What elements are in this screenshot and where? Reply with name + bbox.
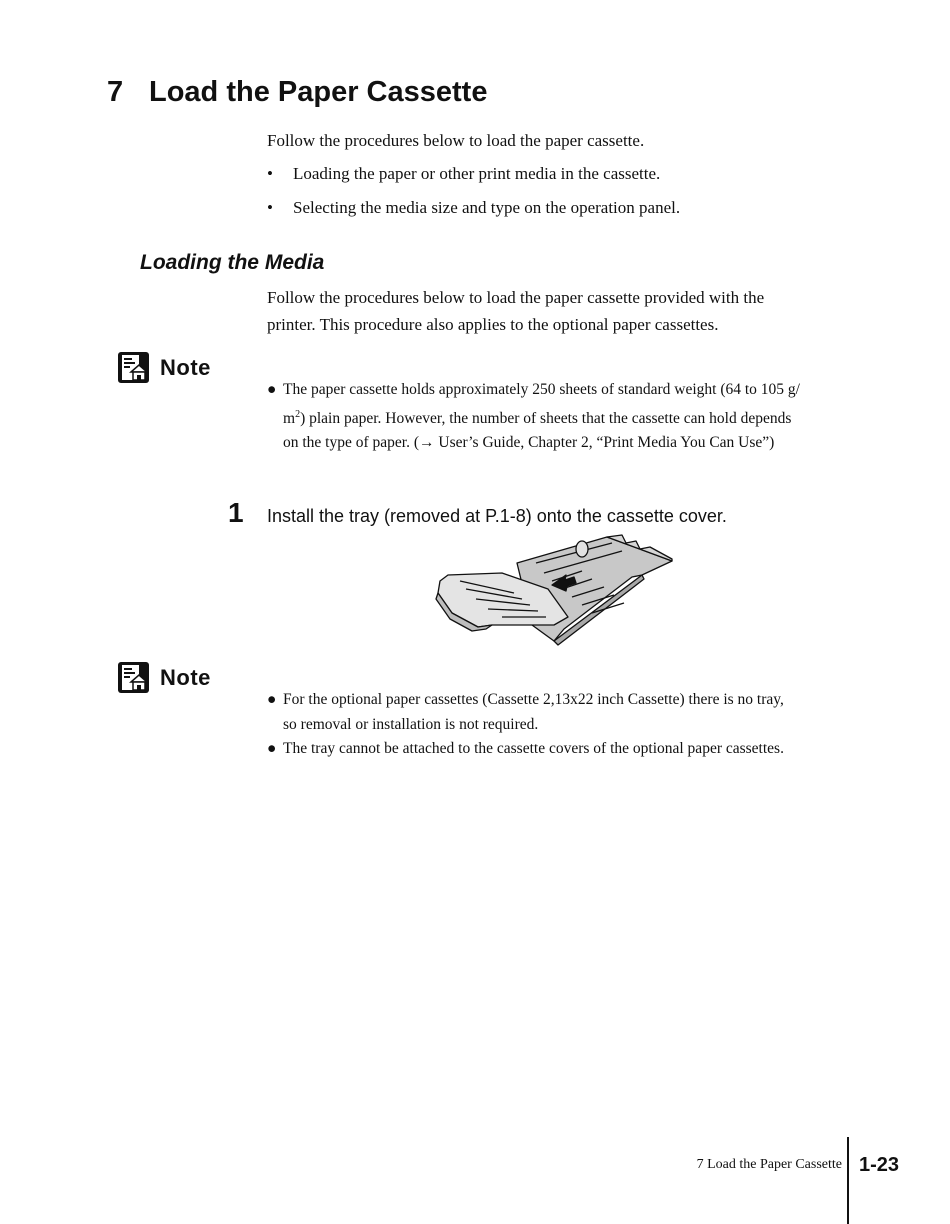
page-title [107,72,487,112]
bullet-glyph: • [267,164,273,183]
footer-section-title: 7 Load the Paper Cassette [696,1157,842,1172]
chapter-section-title: Load the Paper Cassette [149,76,488,108]
note-item [267,688,784,737]
chapter-section-number: 7 [107,76,124,108]
bullet-glyph: ● [267,381,277,398]
note-icon [118,352,149,383]
intro-bullet [267,194,680,221]
note-line [267,403,800,432]
tray-illustration [432,533,682,647]
note-label: Note [160,665,211,690]
footer-divider [847,1137,849,1224]
superscript: 2 [295,408,301,420]
note-item [267,737,784,762]
bullet-glyph: ● [267,691,277,708]
note-item [267,378,800,456]
note-line: The tray cannot be attached to the cassette covers of the optional paper cassettes. [283,740,784,757]
note-line-text: m [283,409,296,427]
note-icon [118,662,149,693]
section-paragraph-line: printer. This procedure also applies to the optional paper cassettes. [267,315,719,334]
intro-bullet-text: Loading the paper or other print media in the cassette. [293,164,661,183]
step-text: Install the tray (removed at P.1-8) onto the cassette cover. [267,506,727,526]
note-header [118,662,211,693]
bullet-glyph: • [267,198,273,217]
intro-bullet [267,160,660,187]
note-line: so removal or installation is not required. [283,715,539,733]
note-line: on the type of paper. (→ User’s Guide, Chapter 2, “Print Media You Can Use”) [283,434,775,452]
page-number: 1-23 [859,1154,900,1176]
section-title: Loading the Media [140,251,325,274]
section-paragraph-line: Follow the procedures below to load the paper cassette provided with the [267,288,765,307]
note-line-text: ) plain paper. However, the number of sheets that the cassette can hold depends [300,409,792,427]
intro-paragraph: Follow the procedures below to load the paper cassette. [267,131,645,150]
bullet-glyph: ● [267,740,277,757]
note-line: For the optional paper cassettes (Cassette 2,13x22 inch Cassette) there is no tray, [283,691,784,708]
intro-bullet-text: Selecting the media size and type on the operation panel. [293,198,681,217]
note-label: Note [160,355,211,380]
note-line: The paper cassette holds approximately 250 sheets of standard weight (64 to 105 g/ [283,381,800,398]
section-paragraph [267,284,764,338]
note-header [118,352,211,383]
step-number: 1 [228,497,244,528]
